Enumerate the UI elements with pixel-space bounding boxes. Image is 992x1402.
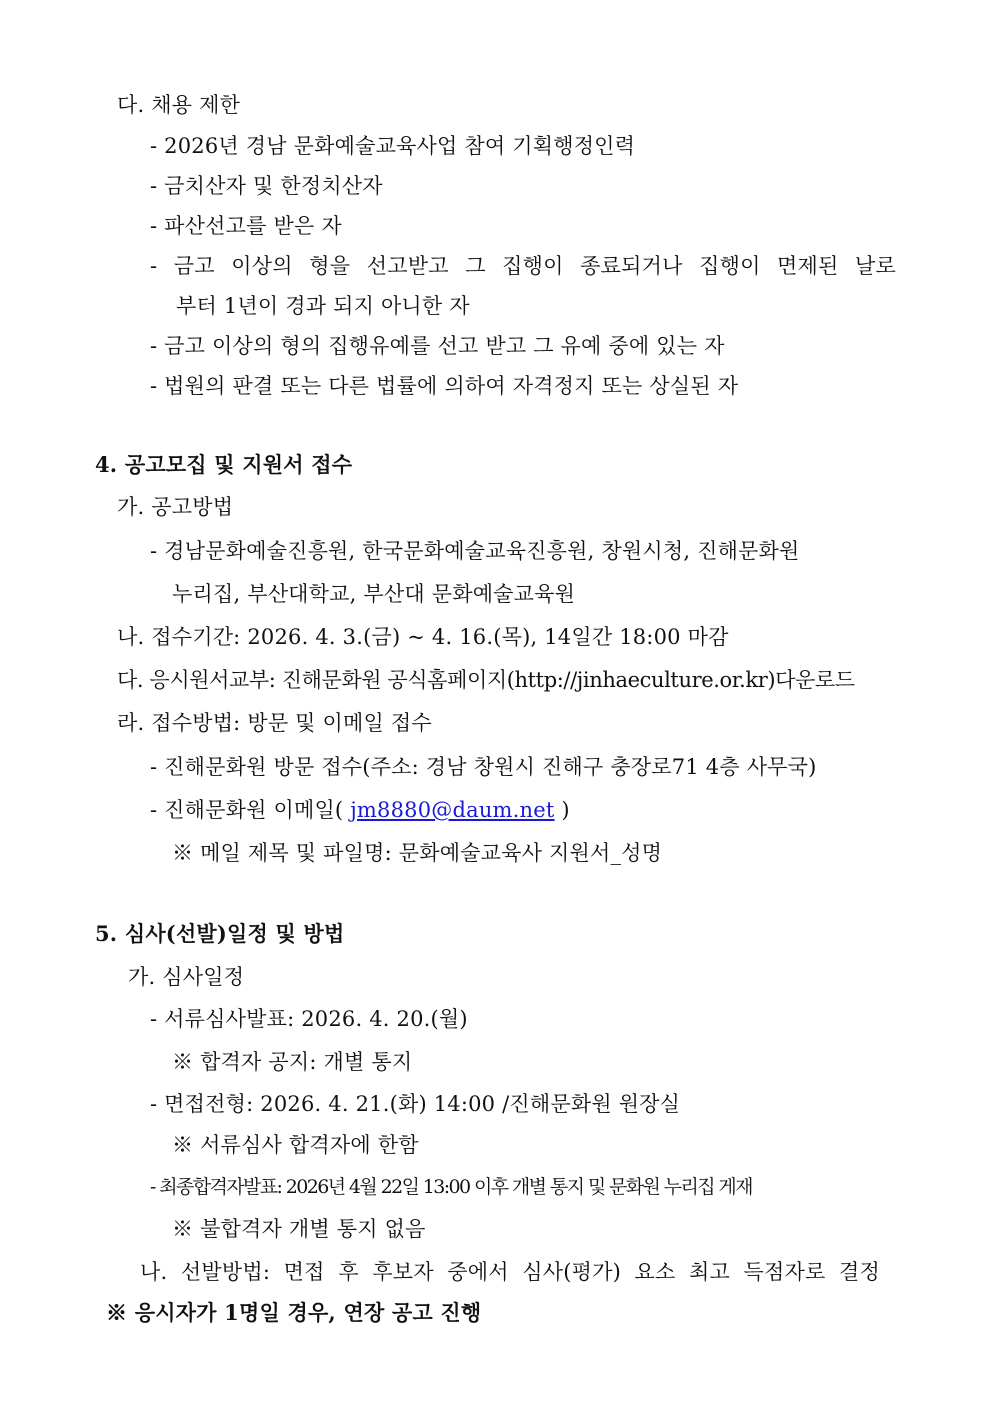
final-note: ※ 응시자가 1명일 경우, 연장 공고 진행	[106, 1300, 482, 1325]
section5-ga-heading: 가. 심사일정	[128, 965, 245, 989]
section5-na: 나. 선발방법: 면접 후 후보자 중에서 심사(평가) 요소 최고 득점자로 결정	[140, 1260, 880, 1284]
section4-ga-heading: 가. 공고방법	[117, 495, 234, 519]
restrictions-heading: 다. 채용 제한	[117, 93, 241, 117]
section4-ga-item: - 경남문화예술진흥원, 한국문화예술교육진흥원, 창원시청, 진해문화원	[150, 539, 800, 563]
restriction-item: - 금치산자 및 한정치산자	[150, 174, 383, 198]
section4-ra: 라. 접수방법: 방문 및 이메일 접수	[117, 711, 432, 735]
section4-ra-note: ※ 메일 제목 및 파일명: 문화예술교육사 지원서_성명	[172, 841, 663, 865]
section4-title: 4. 공고모집 및 지원서 접수	[95, 452, 353, 477]
restriction-item-continuation: 부터 1년이 경과 되지 아니한 자	[176, 294, 470, 318]
section4-na: 나. 접수기간: 2026. 4. 3.(금) ~ 4. 16.(목), 14일간 18:00 마감	[117, 625, 729, 649]
section5-schedule-item: - 면접전형: 2026. 4. 21.(화) 14:00 /진해문화원 원장실	[150, 1092, 681, 1116]
section5-title: 5. 심사(선발)일정 및 방법	[95, 921, 345, 946]
section5-schedule-item: - 최종합격자발표: 2026년 4월 22일 13:00 이후 개별 통지 및 문화원 누리집 게재	[150, 1176, 752, 1198]
section5-schedule-note: ※ 서류심사 합격자에 한함	[172, 1133, 419, 1157]
restriction-item: - 2026년 경남 문화예술교육사업 참여 기획행정인력	[150, 134, 636, 158]
section5-schedule-item: - 서류심사발표: 2026. 4. 20.(월)	[150, 1007, 468, 1031]
section5-schedule-note: ※ 불합격자 개별 통지 없음	[172, 1217, 426, 1241]
section4-ra-item: - 진해문화원 방문 접수(주소: 경남 창원시 진해구 충장로71 4층 사무국)	[150, 755, 817, 779]
restriction-item: - 금고 이상의 형의 집행유예를 선고 받고 그 유예 중에 있는 자	[150, 334, 725, 358]
section4-ra-email-line	[150, 796, 570, 824]
section4-ga-item-continuation: 누리집, 부산대학교, 부산대 문화예술교육원	[172, 582, 576, 606]
email-link[interactable]: jm8880@daum.net	[350, 798, 555, 822]
email-prefix: - 진해문화원 이메일(	[150, 798, 351, 822]
restriction-item: - 파산선고를 받은 자	[150, 214, 342, 238]
restriction-item: - 법원의 판결 또는 다른 법률에 의하여 자격정지 또는 상실된 자	[150, 374, 739, 398]
section5-schedule-note: ※ 합격자 공지: 개별 통지	[172, 1050, 413, 1074]
restriction-item: - 금고 이상의 형을 선고받고 그 집행이 종료되거나 집행이 면제된 날로	[150, 254, 896, 278]
email-suffix: )	[554, 798, 570, 822]
section4-da: 다. 응시원서교부: 진해문화원 공식홈페이지(http://jinhaeculture.or.kr)다운로드	[117, 668, 855, 692]
